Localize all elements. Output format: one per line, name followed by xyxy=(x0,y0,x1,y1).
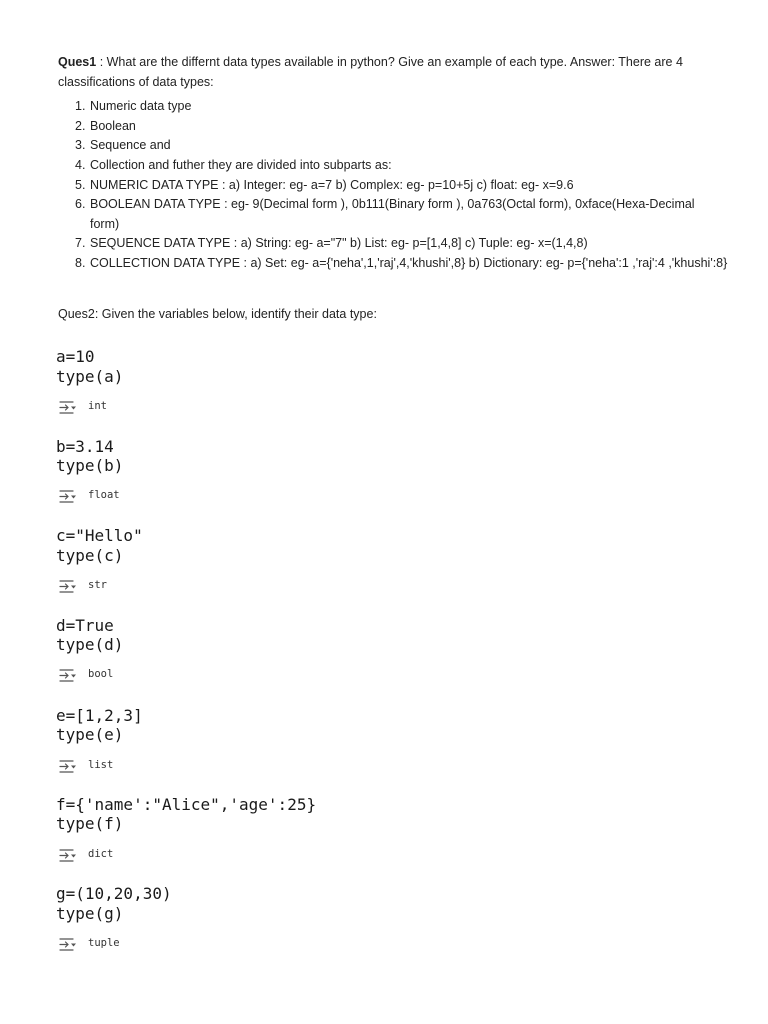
list-item-continued: form) xyxy=(90,217,120,231)
cell-output: str xyxy=(88,579,107,591)
cell-output: float xyxy=(88,489,120,501)
q1-list xyxy=(75,99,727,270)
output-toggle-icon[interactable] xyxy=(60,581,76,592)
output-toggle-icon[interactable] xyxy=(60,939,76,950)
code-cell xyxy=(56,526,143,592)
cell-output: bool xyxy=(88,668,114,680)
list-item-number: 2. xyxy=(75,119,86,133)
code-line: d=True xyxy=(56,616,114,635)
q1-text: : What are the differnt data types available in python? Give an example of each type. Answer: There are 4 xyxy=(96,55,683,69)
code-line: type(g) xyxy=(56,904,124,923)
q2-heading: Ques2: Given the variables below, identify their data type: xyxy=(58,307,377,321)
code-line: g=(10,20,30) xyxy=(56,884,172,903)
q1-first-line xyxy=(58,55,683,69)
output-toggle-icon[interactable] xyxy=(60,670,76,681)
output-toggle-icon[interactable] xyxy=(60,761,76,772)
list-item: Boolean xyxy=(90,119,136,133)
list-item-number: 4. xyxy=(75,158,86,172)
list-item-number: 1. xyxy=(75,99,86,113)
code-line: type(e) xyxy=(56,725,124,744)
code-cell xyxy=(56,706,143,772)
code-line: e=[1,2,3] xyxy=(56,706,143,725)
list-item: COLLECTION DATA TYPE : a) Set: eg- a={'neha',1,'raj',4,'khushi',8} b) Dictionary: eg- p={'neha':1 ,'raj':4 ,'khushi':8} xyxy=(90,256,728,270)
list-item: SEQUENCE DATA TYPE : a) String: eg- a="7" b) List: eg- p=[1,4,8] c) Tuple: eg- x=(1,4,8) xyxy=(90,236,588,250)
code-cell xyxy=(56,437,123,502)
code-cell xyxy=(56,347,123,413)
list-item: NUMERIC DATA TYPE : a) Integer: eg- a=7 b) Complex: eg- p=10+5j c) float: eg- x=9.6 xyxy=(90,178,574,192)
code-cell xyxy=(56,795,316,861)
list-item-number: 8. xyxy=(75,256,86,270)
code-line: b=3.14 xyxy=(56,437,114,456)
output-toggle-icon[interactable] xyxy=(60,402,76,413)
q1-text-continued: classifications of data types: xyxy=(58,75,214,89)
list-item-number: 5. xyxy=(75,178,86,192)
code-line: type(f) xyxy=(56,814,124,833)
cell-output: list xyxy=(88,759,114,771)
list-item-number: 7. xyxy=(75,236,86,250)
code-line: type(b) xyxy=(56,456,124,475)
cell-output: tuple xyxy=(88,937,120,949)
output-toggle-icon[interactable] xyxy=(60,491,76,502)
list-item: BOOLEAN DATA TYPE : eg- 9(Decimal form ), 0b111(Binary form ), 0a763(Octal form), 0xface(Hexa-Decimal xyxy=(90,197,695,211)
code-line: c="Hello" xyxy=(56,526,143,545)
code-cell xyxy=(56,616,123,681)
code-line: type(d) xyxy=(56,635,124,654)
code-line: f={'name':"Alice",'age':25} xyxy=(56,795,317,814)
output-toggle-icon[interactable] xyxy=(60,850,76,861)
code-line: type(c) xyxy=(56,546,124,565)
q1-label: Ques1 xyxy=(58,55,97,69)
list-item-number: 3. xyxy=(75,138,86,152)
list-item-number: 6. xyxy=(75,197,86,211)
list-item: Collection and futher they are divided into subparts as: xyxy=(90,158,392,172)
code-line: type(a) xyxy=(56,367,124,386)
code-line: a=10 xyxy=(56,347,95,366)
cell-output: int xyxy=(88,400,107,412)
list-item: Sequence and xyxy=(90,138,171,152)
cell-output: dict xyxy=(88,848,114,860)
code-cell xyxy=(56,884,172,950)
list-item: Numeric data type xyxy=(90,99,192,113)
